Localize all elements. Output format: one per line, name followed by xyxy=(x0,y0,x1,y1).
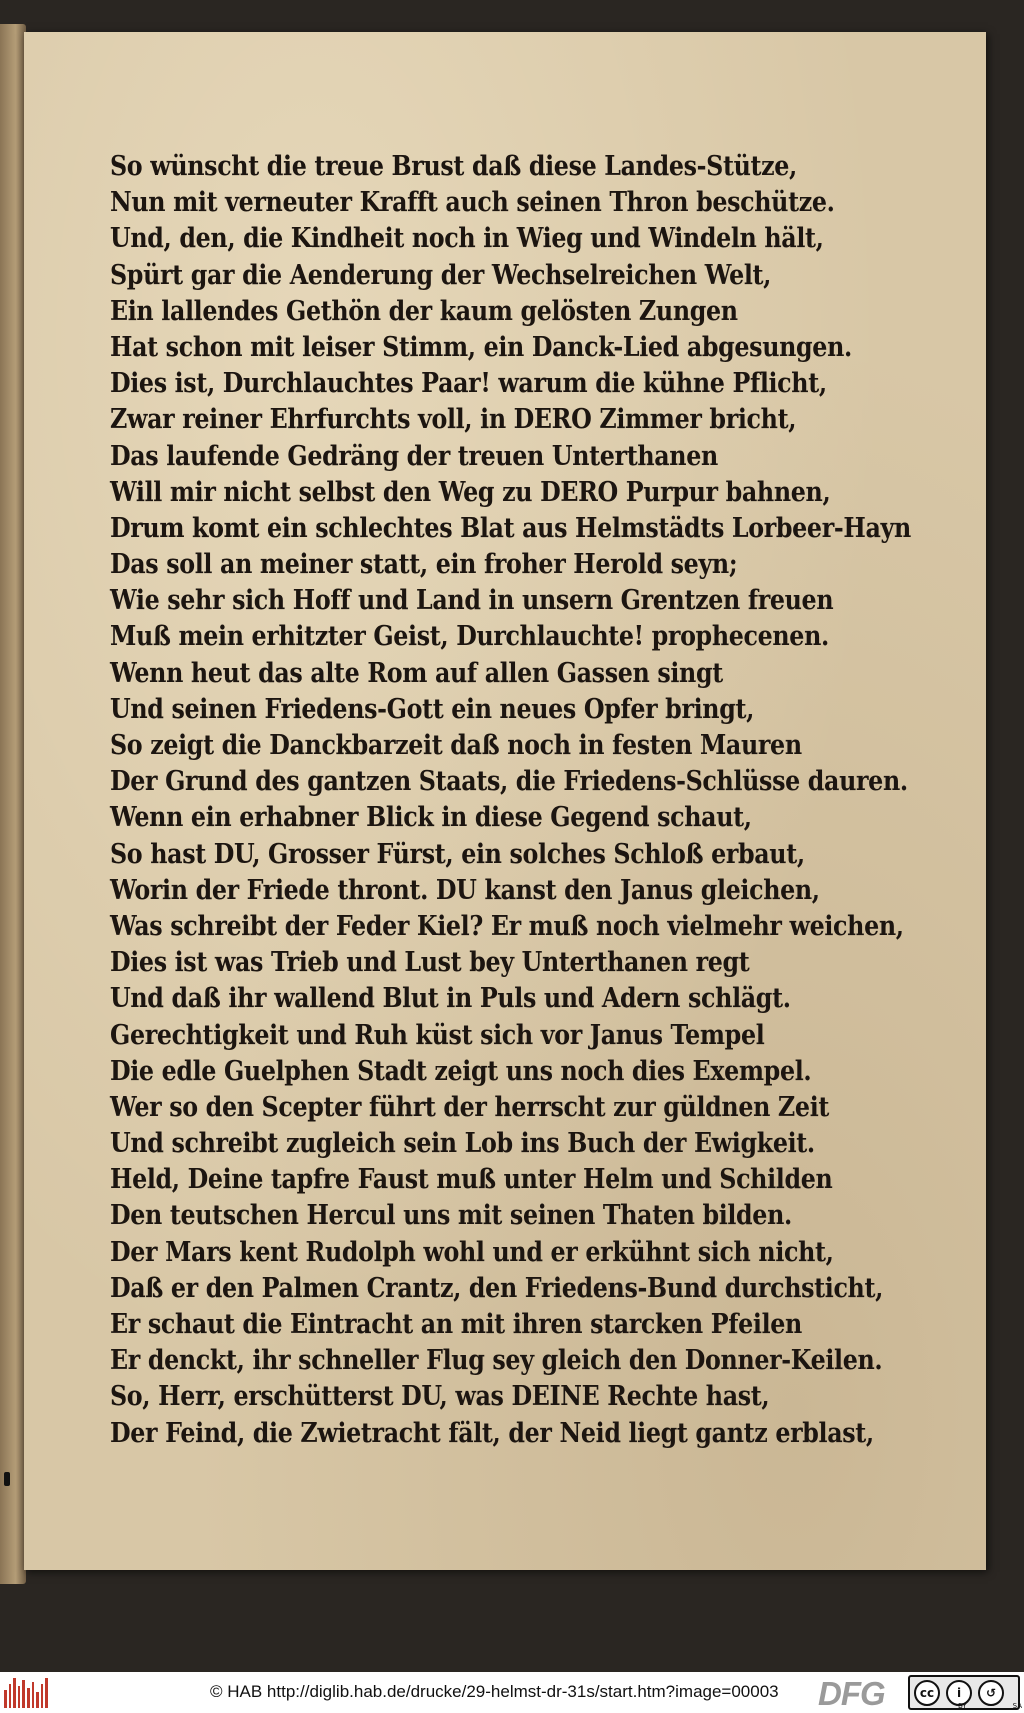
text-line: Dies ist, Durchlauchtes Paar! warum die kühne Pflicht, xyxy=(110,368,827,400)
text-line: Der Feind, die Zwietracht fält, der Neid liegt gantz erblast, xyxy=(110,1417,874,1449)
text-line: Und, den, die Kindheit noch in Wieg und Windeln hält, xyxy=(110,223,824,255)
text-line: So zeigt die Danckbarzeit daß noch in festen Mauren xyxy=(110,730,802,761)
text-line: Gerechtigkeit und Ruh küst sich vor Janus Tempel xyxy=(110,1019,765,1051)
text-line: So, Herr, erschütterst DU, was DEINE Rechte hast, xyxy=(110,1381,770,1413)
by-icon: i xyxy=(946,1680,972,1706)
text-line: Wenn ein erhabner Blick in diese Gegend schaut, xyxy=(110,802,752,834)
left-page-edge xyxy=(0,24,26,1584)
text-line: Muß mein erhitzter Geist, Durchlauchte! prophecenen. xyxy=(110,621,829,653)
text-line: Held, Deine tapfre Faust muß unter Helm und Schilden xyxy=(110,1164,833,1196)
sa-label: SA xyxy=(1012,1702,1022,1710)
text-line: Nun mit verneuter Krafft auch seinen Thron beschütze. xyxy=(110,187,835,219)
cc-icon: cc xyxy=(914,1680,940,1706)
text-line: So wünscht die treue Brust daß diese Landes-Stütze, xyxy=(110,151,797,182)
text-line: Ein lallendes Gethön der kaum gelösten Zungen xyxy=(110,295,738,327)
text-line: Dies ist was Trieb und Lust bey Unterthanen regt xyxy=(110,947,750,979)
text-line: Den teutschen Hercul uns mit seinen Thaten bilden. xyxy=(110,1200,792,1232)
text-line: Will mir nicht selbst den Weg zu DERO Purpur bahnen, xyxy=(110,476,831,508)
text-line: Das laufende Gedräng der treuen Unterthanen xyxy=(110,440,718,472)
text-line: Er denckt, ihr schneller Flug sey gleich den Donner-Keilen. xyxy=(110,1345,883,1377)
cc-license-labels xyxy=(958,1702,1022,1710)
poem-text-block xyxy=(110,149,930,1452)
text-line: Und daß ihr wallend Blut in Puls und Adern schlägt. xyxy=(110,983,791,1015)
sa-icon: ↺ xyxy=(978,1680,1004,1706)
text-line: Das soll an meiner statt, ein froher Herold seyn; xyxy=(110,549,738,581)
text-line: Und seinen Friedens-Gott ein neues Opfer bringt, xyxy=(110,693,755,725)
footer-bar xyxy=(0,1672,1024,1713)
text-line: Die edle Guelphen Stadt zeigt uns noch dies Exempel. xyxy=(110,1055,812,1087)
dfg-logo: DFG xyxy=(818,1675,885,1712)
text-line: Spürt gar die Aenderung der Wechselreichen Welt, xyxy=(110,259,772,291)
text-line: Wie sehr sich Hoff und Land in unsern Grentzen freuen xyxy=(110,585,834,617)
text-line: Wer so den Scepter führt der herrscht zur güldnen Zeit xyxy=(110,1091,830,1123)
text-line: Wenn heut das alte Rom auf allen Gassen singt xyxy=(110,657,723,689)
text-line: Worin der Friede thront. DU kanst den Janus gleichen, xyxy=(110,874,820,906)
printed-page xyxy=(24,32,986,1570)
copyright-url[interactable]: © HAB http://diglib.hab.de/drucke/29-helmst-dr-31s/start.htm?image=00003 xyxy=(210,1682,779,1701)
margin-mark xyxy=(4,1472,10,1486)
by-label: BY xyxy=(958,1702,967,1710)
text-line: So hast DU, Grosser Fürst, ein solches Schloß erbaut, xyxy=(110,838,805,870)
hab-logo-icon xyxy=(4,1678,48,1708)
text-line: Der Mars kent Rudolph wohl und er erkühnt sich nicht, xyxy=(110,1236,834,1268)
text-line: Hat schon mit leiser Stimm, ein Danck-Lied abgesungen. xyxy=(110,331,852,363)
text-line: Er schaut die Eintracht an mit ihren starcken Pfeilen xyxy=(110,1309,802,1340)
text-line: Und schreibt zugleich sein Lob ins Buch der Ewigkeit. xyxy=(110,1128,815,1160)
text-line: Was schreibt der Feder Kiel? Er muß noch vielmehr weichen, xyxy=(110,910,904,942)
text-line: Drum komt ein schlechtes Blat aus Helmstädts Lorbeer-Hayn xyxy=(110,512,911,544)
text-line: Zwar reiner Ehrfurchts voll, in DERO Zimmer bricht, xyxy=(110,404,797,436)
text-line: Der Grund des gantzen Staats, die Friedens-Schlüsse dauren. xyxy=(110,766,908,798)
text-line: Daß er den Palmen Crantz, den Friedens-Bund durchsticht, xyxy=(110,1272,884,1304)
